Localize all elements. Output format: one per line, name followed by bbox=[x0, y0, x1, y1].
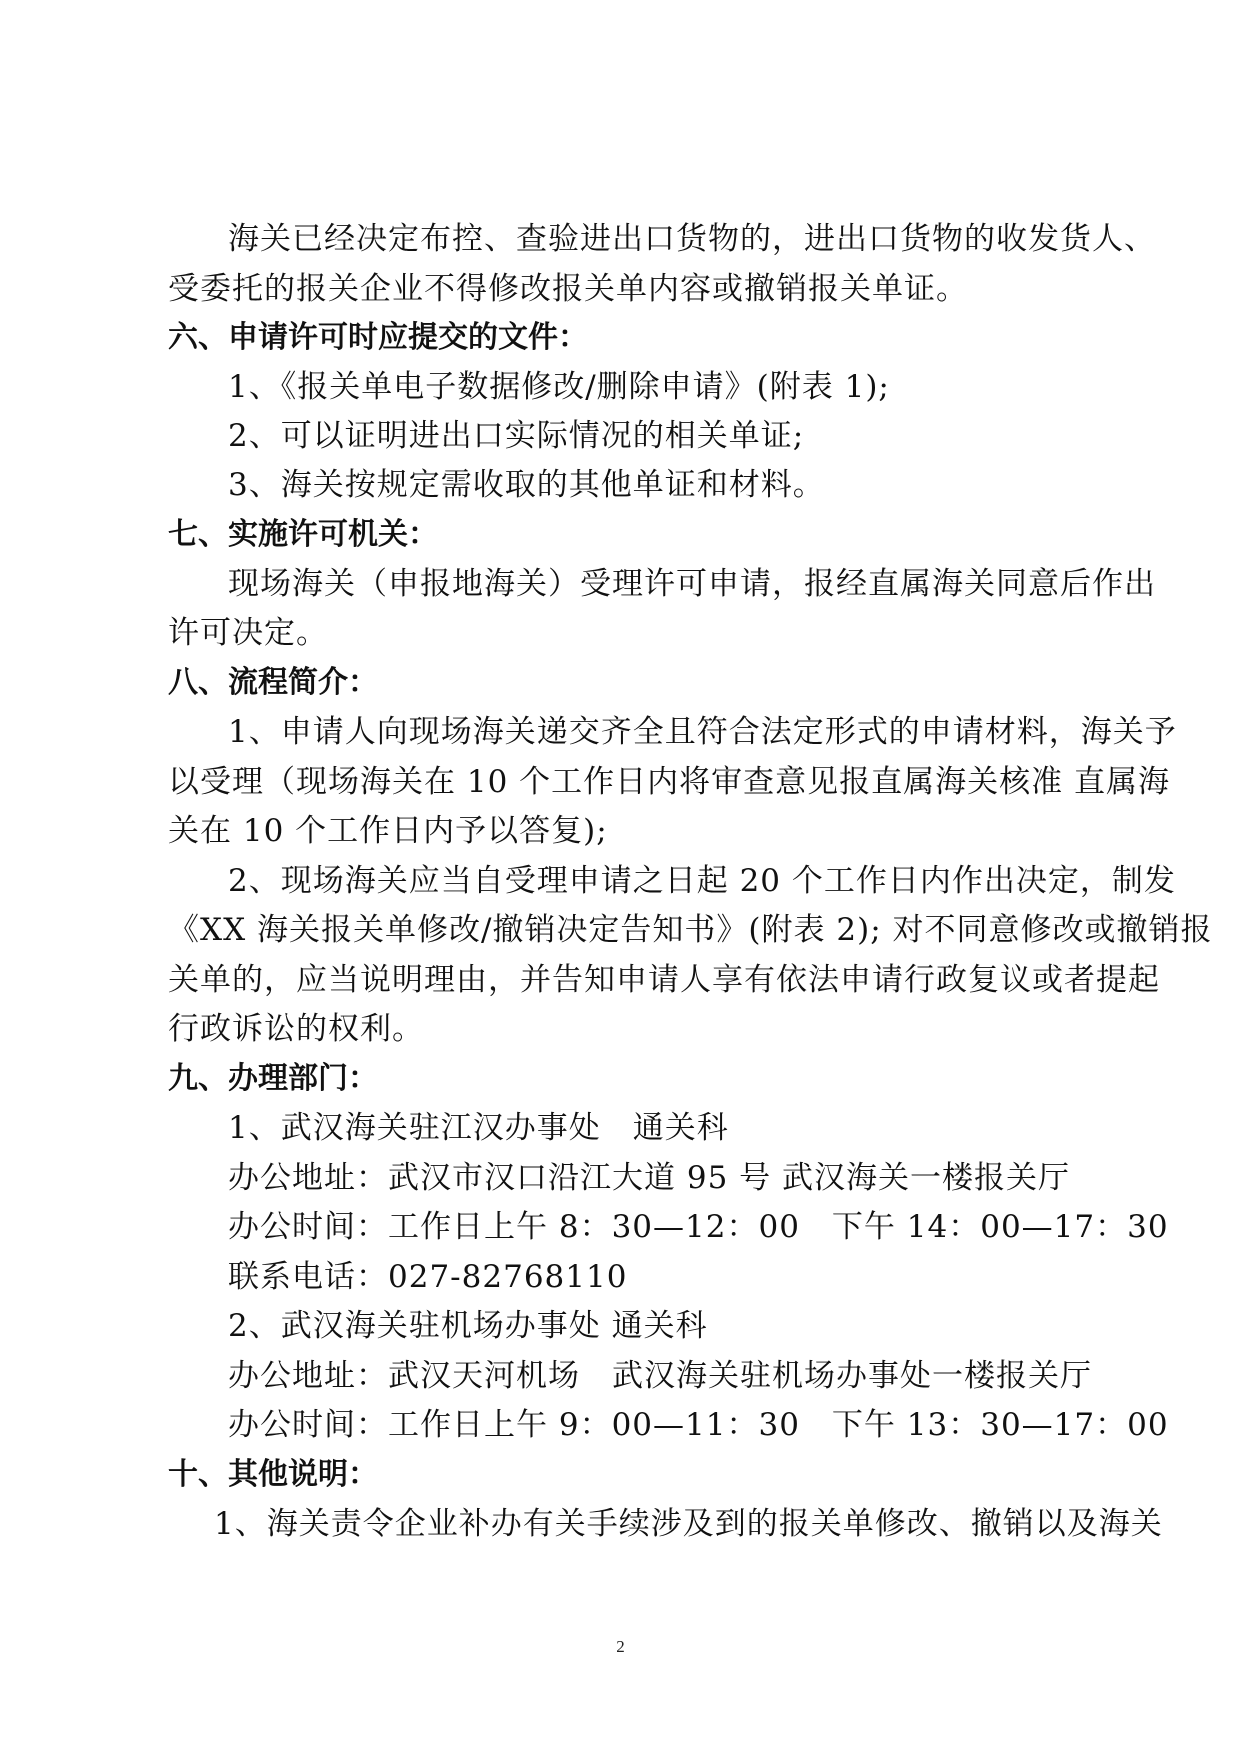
list-item: 3、海关按规定需收取的其他单证和材料。 bbox=[228, 467, 825, 503]
paragraph-line: 关在 10 个工作日内予以答复); bbox=[168, 813, 608, 849]
section-heading-7: 七、实施许可机关： bbox=[168, 517, 438, 552]
paragraph-line: 以受理（现场海关在 10 个工作日内将审查意见报直属海关核准 直属海 bbox=[168, 764, 1171, 800]
section-heading-9: 九、办理部门： bbox=[168, 1061, 378, 1096]
list-item: 1、《报关单电子数据修改/删除申请》(附表 1); bbox=[228, 369, 890, 405]
office-hours: 办公时间：工作日上午 9：00—11：30 下午 13：30—17：00 bbox=[228, 1407, 1169, 1443]
office-address: 办公地址：武汉天河机场 武汉海关驻机场办事处一楼报关厅 bbox=[228, 1358, 1092, 1394]
paragraph-line: 关单的，应当说明理由，并告知申请人享有依法申请行政复议或者提起 bbox=[168, 962, 1160, 998]
page-number: 2 bbox=[616, 1637, 625, 1656]
section-heading-6: 六、申请许可时应提交的文件： bbox=[168, 320, 588, 355]
paragraph-line: 2、现场海关应当自受理申请之日起 20 个工作日内作出决定，制发 bbox=[228, 863, 1176, 899]
paragraph-line: 《XX 海关报关单修改/撤销决定告知书》(附表 2); 对不同意修改或撤销报 bbox=[168, 912, 1213, 948]
paragraph-line: 行政诉讼的权利。 bbox=[168, 1011, 424, 1047]
paragraph-line: 海关已经决定布控、查验进出口货物的，进出口货物的收发货人、 bbox=[228, 221, 1156, 257]
section-heading-8: 八、流程简介： bbox=[168, 665, 378, 700]
office-address: 办公地址：武汉市汉口沿江大道 95 号 武汉海关一楼报关厅 bbox=[228, 1160, 1071, 1196]
paragraph-line: 1、申请人向现场海关递交齐全且符合法定形式的申请材料，海关予 bbox=[228, 714, 1177, 750]
list-item: 2、可以证明进出口实际情况的相关单证; bbox=[228, 418, 805, 454]
office-hours: 办公时间：工作日上午 8：30—12：00 下午 14：00—17：30 bbox=[228, 1209, 1169, 1245]
paragraph-line: 1、海关责令企业补办有关手续涉及到的报关单修改、撤销以及海关 bbox=[214, 1506, 1163, 1542]
paragraph-line: 许可决定。 bbox=[168, 615, 328, 651]
paragraph-line: 现场海关（申报地海关）受理许可申请，报经直属海关同意后作出 bbox=[228, 566, 1156, 602]
section-heading-10: 十、其他说明： bbox=[168, 1457, 378, 1492]
office-name: 1、武汉海关驻江汉办事处 通关科 bbox=[228, 1110, 729, 1146]
paragraph-line: 受委托的报关企业不得修改报关单内容或撤销报关单证。 bbox=[168, 271, 968, 307]
office-name: 2、武汉海关驻机场办事处 通关科 bbox=[228, 1308, 708, 1344]
office-phone: 联系电话：027-82768110 bbox=[228, 1259, 628, 1295]
